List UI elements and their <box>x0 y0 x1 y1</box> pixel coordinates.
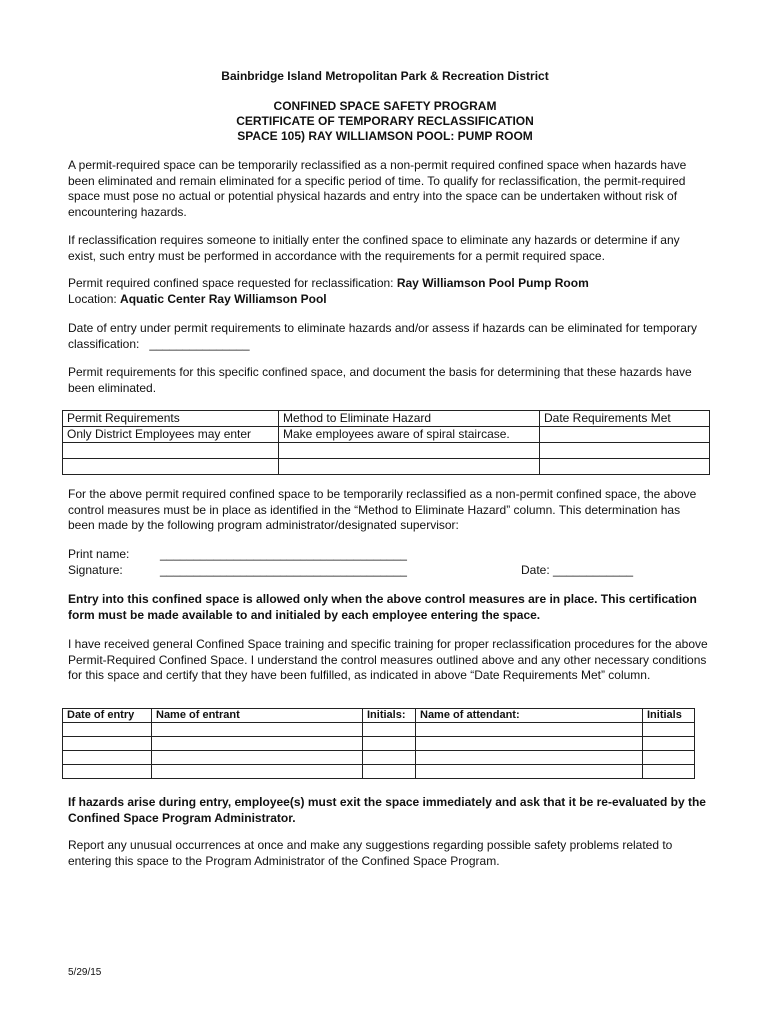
permit-requirements-table <box>62 410 710 475</box>
table-cell[interactable] <box>279 443 540 459</box>
signature-field[interactable]: _____________________________________ <box>160 563 407 577</box>
table-cell[interactable] <box>540 443 710 459</box>
table-cell[interactable] <box>416 737 643 751</box>
org-name: Bainbridge Island Metropolitan Park & Recreation District <box>221 69 549 83</box>
table-cell[interactable] <box>643 723 695 737</box>
table-cell[interactable] <box>63 459 279 475</box>
table-cell[interactable] <box>363 723 416 737</box>
determination-paragraph: For the above permit required confined space to be temporarily reclassified as a non-permit confined space, the above control measures must be in place as identified in the “Method to Eliminate Hazard” column. This determination has been made by the following program administrator/designated supervisor: <box>68 487 697 532</box>
table-cell[interactable] <box>643 737 695 751</box>
table-cell[interactable] <box>152 751 363 765</box>
title-line-2: CERTIFICATE OF TEMPORARY RECLASSIFICATION <box>236 114 534 128</box>
table-cell[interactable] <box>363 737 416 751</box>
acknowledgement-paragraph: I have received general Confined Space training and specific training for proper reclassification procedures for the above Permit-Required Confined Space. I understand the control measures outlined above and any other necessary conditions for this space and certify that they have been fulfilled, as indicated in above “Date Requirements Met” column. <box>68 637 708 682</box>
table-cell[interactable] <box>279 459 540 475</box>
print-name-label: Print name: <box>68 547 130 561</box>
table-cell[interactable] <box>416 751 643 765</box>
permit-requirements-text: Permit requirements for this specific confined space, and document the basis for determining that these hazards have been eliminated. <box>68 365 692 395</box>
table-header-row <box>63 411 710 427</box>
title-line-1: CONFINED SPACE SAFETY PROGRAM <box>273 99 497 113</box>
footer-date: 5/29/15 <box>68 967 102 978</box>
table-header-cell: Date Requirements Met <box>540 411 710 427</box>
table-cell[interactable] <box>63 751 152 765</box>
table-cell[interactable] <box>416 723 643 737</box>
intro-paragraph-2: If reclassification requires someone to initially enter the confined space to eliminate any hazards or determine if any exist, such entry must be performed in accordance with the requirements for a permit required space. <box>68 233 680 263</box>
intro-paragraph-1: A permit-required space can be temporarily reclassified as a non-permit required confined space when hazards have been eliminated and remain eliminated for a specific period of time. To qualify for reclassification, the permit-required space must pose no actual or potential physical hazards and entry into the space can be undertaken without risk of encountering hazards. <box>68 158 687 219</box>
location-value: Aquatic Center Ray Williamson Pool <box>120 292 327 306</box>
table-row <box>63 459 710 475</box>
table-row <box>63 443 710 459</box>
table-cell[interactable] <box>416 765 643 779</box>
entry-warning: Entry into this confined space is allowed only when the above control measures are in place. This certification form must be made available to and initialed by each employee entering the space. <box>68 592 697 622</box>
table-cell[interactable] <box>152 723 363 737</box>
table-header-cell: Initials: <box>363 709 416 723</box>
table-cell[interactable] <box>643 751 695 765</box>
table-cell[interactable] <box>63 723 152 737</box>
table-cell[interactable] <box>363 765 416 779</box>
table-cell[interactable] <box>63 737 152 751</box>
table-row <box>63 737 695 751</box>
location-line <box>68 292 708 308</box>
entry-date-text: Date of entry under permit requirements to eliminate hazards and/or assess if hazards can be eliminated for temporary classification: <box>68 321 697 351</box>
hazard-warning: If hazards arise during entry, employee(s) must exit the space immediately and ask that it be re-evaluated by the Confined Space Program Administrator. <box>68 795 706 825</box>
report-paragraph: Report any unusual occurrences at once and make any suggestions regarding possible safety problems related to entering this space to the Program Administrator of the Confined Space Program. <box>68 838 673 868</box>
table-header-cell: Name of entrant <box>152 709 363 723</box>
signature-label: Signature: <box>68 563 123 577</box>
space-value: Ray Williamson Pool Pump Room <box>396 276 589 290</box>
table-cell[interactable] <box>540 459 710 475</box>
location-label: Location: <box>68 292 121 306</box>
table-header-cell: Date of entry <box>63 709 152 723</box>
table-row <box>63 723 695 737</box>
signature-date-field[interactable]: Date: ____________ <box>521 563 634 577</box>
entry-date-paragraph <box>68 321 708 352</box>
table-header-cell: Initials <box>643 709 695 723</box>
entrant-log-table <box>62 708 695 779</box>
print-name-field[interactable]: _____________________________________ <box>160 547 407 561</box>
table-cell[interactable] <box>363 751 416 765</box>
space-line <box>68 276 708 292</box>
table-cell[interactable] <box>540 427 710 443</box>
title-line-3: SPACE 105) RAY WILLIAMSON POOL: PUMP ROOM <box>237 129 533 143</box>
table-cell[interactable] <box>152 737 363 751</box>
space-label: Permit required confined space requested for reclassification: <box>68 276 397 290</box>
table-cell[interactable] <box>152 765 363 779</box>
table-cell[interactable]: Make employees aware of spiral staircase. <box>279 427 540 443</box>
entry-date-field[interactable]: _______________ <box>149 336 250 351</box>
table-cell[interactable] <box>643 765 695 779</box>
table-header-row <box>63 709 695 723</box>
table-cell[interactable] <box>63 765 152 779</box>
table-header-cell: Method to Eliminate Hazard <box>279 411 540 427</box>
table-row <box>63 765 695 779</box>
table-cell[interactable]: Only District Employees may enter <box>63 427 279 443</box>
table-header-cell: Permit Requirements <box>63 411 279 427</box>
table-cell[interactable] <box>63 443 279 459</box>
table-row <box>63 751 695 765</box>
table-row <box>63 427 710 443</box>
table-header-cell: Name of attendant: <box>416 709 643 723</box>
